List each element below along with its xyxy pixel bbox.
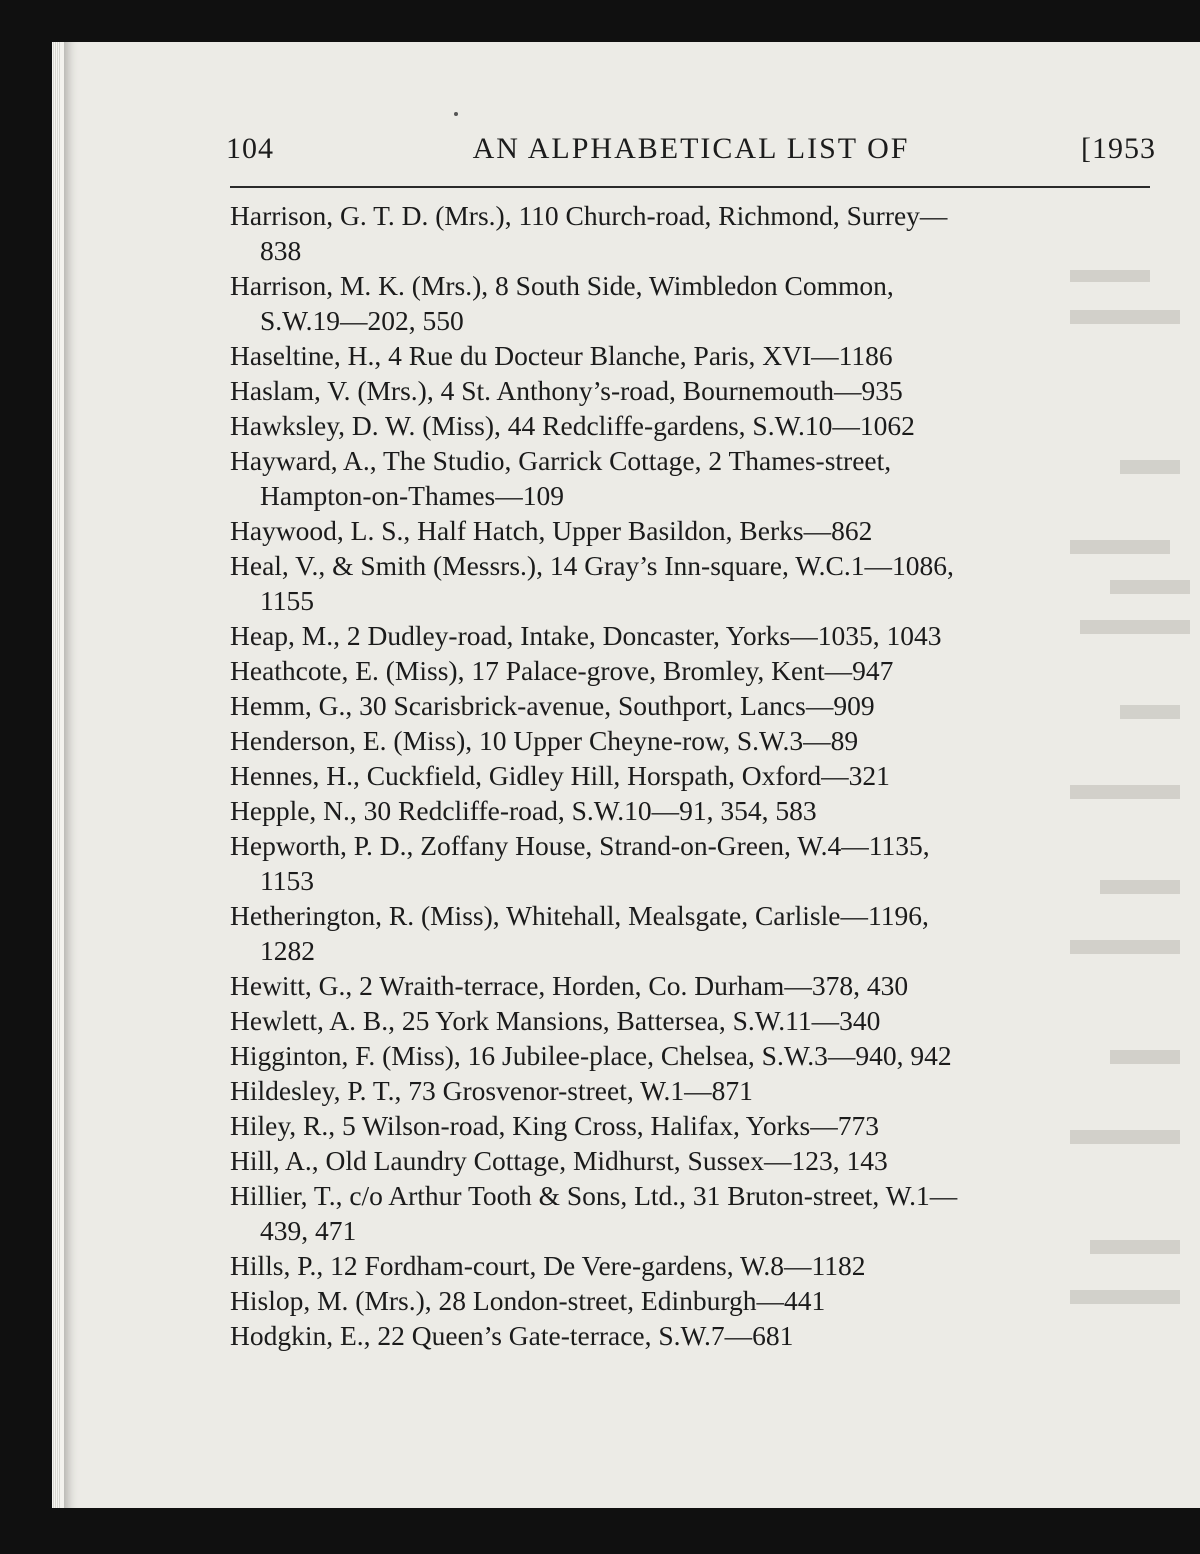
entry-continuation: Hampton-on-Thames—109 bbox=[260, 480, 564, 511]
entry-continuation: 439, 471 bbox=[260, 1215, 357, 1246]
entry-line: Haslam, V. (Mrs.), 4 St. Anthony’s-road, Bournemouth—935 bbox=[230, 375, 903, 406]
list-item bbox=[230, 1143, 1156, 1178]
list-item bbox=[230, 268, 1156, 338]
entry-line: Henderson, E. (Miss), 10 Upper Cheyne-row, S.W.3—89 bbox=[230, 725, 859, 756]
entry-line: Hislop, M. (Mrs.), 28 London-street, Edinburgh—441 bbox=[230, 1285, 826, 1316]
entry-continuation: 1155 bbox=[260, 585, 314, 616]
entry-line: Hayward, A., The Studio, Garrick Cottage, 2 Thames-street, bbox=[230, 445, 892, 476]
list-item bbox=[230, 1003, 1156, 1038]
entry-line: Harrison, M. K. (Mrs.), 8 South Side, Wimbledon Common, bbox=[230, 270, 894, 301]
entry-list bbox=[230, 198, 1156, 1353]
entry-continuation: 1282 bbox=[260, 935, 315, 966]
list-item bbox=[230, 1178, 1156, 1248]
list-item bbox=[230, 1073, 1156, 1108]
list-item bbox=[230, 723, 1156, 758]
page-edge bbox=[52, 42, 60, 1508]
header-rule bbox=[230, 186, 1150, 188]
entry-line: Harrison, G. T. D. (Mrs.), 110 Church-road, Richmond, Surrey— bbox=[230, 200, 948, 231]
list-item bbox=[230, 548, 1156, 618]
list-item bbox=[230, 1283, 1156, 1318]
entry-line: Haywood, L. S., Half Hatch, Upper Basildon, Berks—862 bbox=[230, 515, 873, 546]
list-item bbox=[230, 1318, 1156, 1353]
entry-continuation: S.W.19—202, 550 bbox=[260, 305, 464, 336]
list-item bbox=[230, 198, 1156, 268]
list-item bbox=[230, 408, 1156, 443]
entry-line: Hennes, H., Cuckfield, Gidley Hill, Horspath, Oxford—321 bbox=[230, 760, 890, 791]
list-item bbox=[230, 443, 1156, 513]
entry-line: Hepworth, P. D., Zoffany House, Strand-on-Green, W.4—1135, bbox=[230, 830, 930, 861]
entry-line: Hildesley, P. T., 73 Grosvenor-street, W.1—871 bbox=[230, 1075, 753, 1106]
list-item bbox=[230, 828, 1156, 898]
entry-line: Hewlett, A. B., 25 York Mansions, Battersea, S.W.11—340 bbox=[230, 1005, 881, 1036]
running-header bbox=[226, 132, 1156, 172]
entry-line: Heap, M., 2 Dudley-road, Intake, Doncaster, Yorks—1035, 1043 bbox=[230, 620, 942, 651]
list-item bbox=[230, 758, 1156, 793]
list-item bbox=[230, 513, 1156, 548]
entry-line: Higginton, F. (Miss), 16 Jubilee-place, Chelsea, S.W.3—940, 942 bbox=[230, 1040, 952, 1071]
list-item bbox=[230, 653, 1156, 688]
entry-line: Hiley, R., 5 Wilson-road, King Cross, Halifax, Yorks—773 bbox=[230, 1110, 879, 1141]
entry-line: Hetherington, R. (Miss), Whitehall, Mealsgate, Carlisle—1196, bbox=[230, 900, 929, 931]
page-title: AN ALPHABETICAL LIST OF bbox=[472, 132, 910, 165]
entry-line: Hills, P., 12 Fordham-court, De Vere-gardens, W.8—1182 bbox=[230, 1250, 866, 1281]
list-item bbox=[230, 1038, 1156, 1073]
list-item bbox=[230, 968, 1156, 1003]
entry-continuation: 838 bbox=[260, 235, 302, 266]
list-item bbox=[230, 618, 1156, 653]
list-item bbox=[230, 688, 1156, 723]
entry-line: Hawksley, D. W. (Miss), 44 Redcliffe-gardens, S.W.10—1062 bbox=[230, 410, 915, 441]
entry-line: Haseltine, H., 4 Rue du Docteur Blanche, Paris, XVI—1186 bbox=[230, 340, 893, 371]
entry-line: Heathcote, E. (Miss), 17 Palace-grove, Bromley, Kent—947 bbox=[230, 655, 894, 686]
list-item bbox=[230, 898, 1156, 968]
list-item bbox=[230, 1248, 1156, 1283]
entry-line: Hillier, T., c/o Arthur Tooth & Sons, Ltd., 31 Bruton-street, W.1— bbox=[230, 1180, 958, 1211]
list-item bbox=[230, 1108, 1156, 1143]
list-item bbox=[230, 338, 1156, 373]
entry-continuation: 1153 bbox=[260, 865, 314, 896]
speck bbox=[454, 112, 458, 116]
list-item bbox=[230, 373, 1156, 408]
entry-line: Hewitt, G., 2 Wraith-terrace, Horden, Co. Durham—378, 430 bbox=[230, 970, 909, 1001]
page-number: 104 bbox=[226, 132, 274, 165]
entry-line: Hill, A., Old Laundry Cottage, Midhurst, Sussex—123, 143 bbox=[230, 1145, 888, 1176]
entry-line: Hepple, N., 30 Redcliffe-road, S.W.10—91, 354, 583 bbox=[230, 795, 817, 826]
list-item bbox=[230, 793, 1156, 828]
entry-line: Hodgkin, E., 22 Queen’s Gate-terrace, S.W.7—681 bbox=[230, 1320, 794, 1351]
year-label: [1953 bbox=[1081, 132, 1156, 165]
entry-line: Hemm, G., 30 Scarisbrick-avenue, Southport, Lancs—909 bbox=[230, 690, 875, 721]
entry-line: Heal, V., & Smith (Messrs.), 14 Gray’s Inn-square, W.C.1—1086, bbox=[230, 550, 954, 581]
